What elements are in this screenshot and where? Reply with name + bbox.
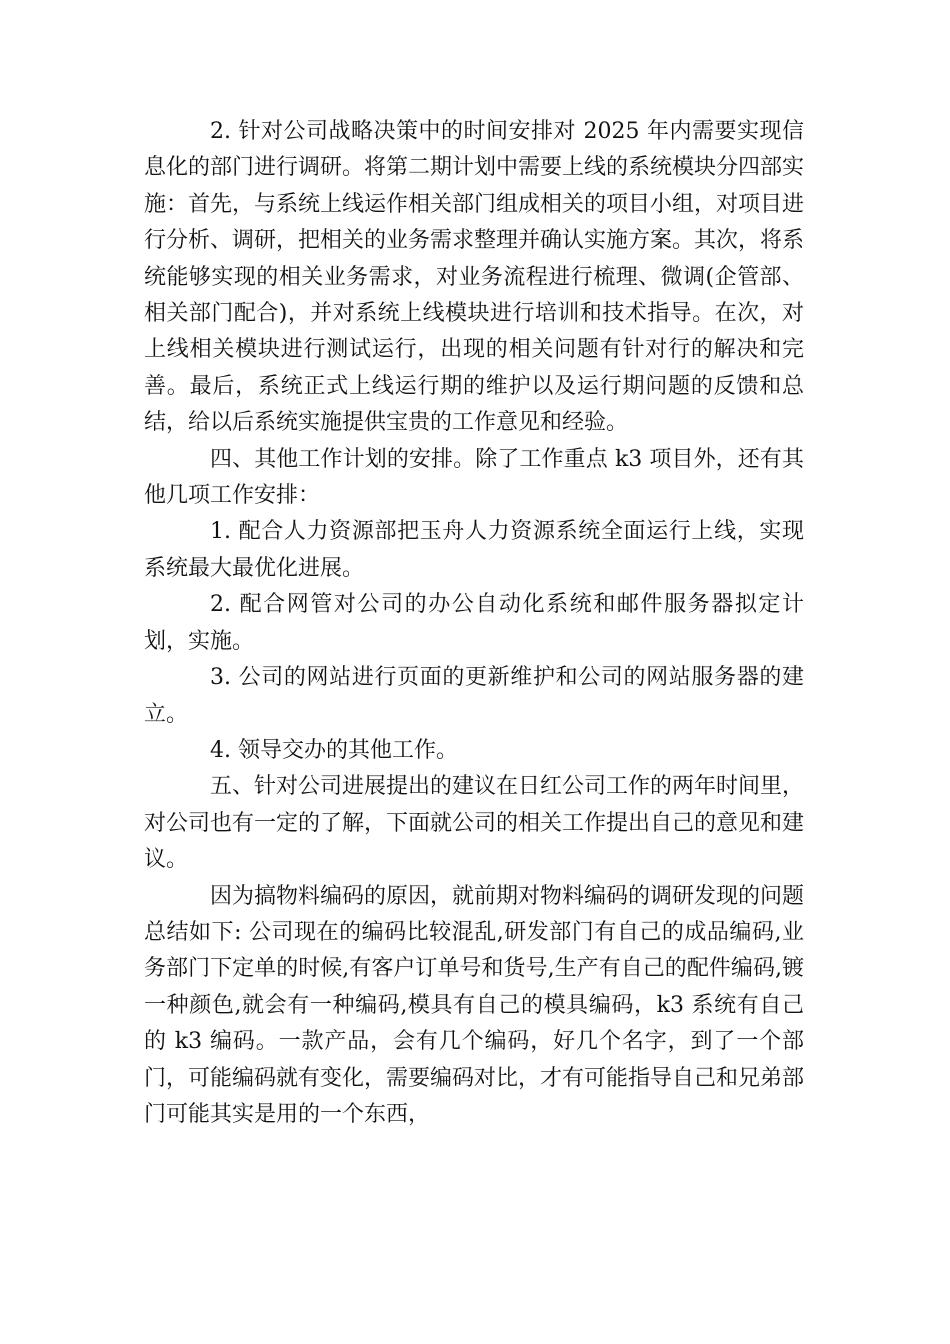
paragraph-k3-second-phase: 2. 针对公司战略决策中的时间安排对 2025 年内需要实现信息化的部门进行调研。将第二期计划中需要上线的系统模块分四部实施：首先，与系统上线运作相关部门组成相关的项目小组，对项目进行分析、调研，把相关的业务需求整理并确认实施方案。其次，将系统能够实现的相关业务需求，对业务流程进行梳理、微调(企管部、相关部门配合)，并对系统上线模块进行培训和技术指导。在次，对上线相关模块进行测试运行，出现的相关问题有针对行的解决和完善。最后，系统正式上线运行期的维护以及运行期问题的反馈和总结，给以后系统实施提供宝贵的工作意见和经验。 [144, 119, 805, 436]
paragraph-material-coding: 因为搞物料编码的原因，就前期对物料编码的调研发现的问题总结如下: 公司现在的编码比较混乱,研发部门有自己的成品编码,业务部门下定单的时候,有客户订单号和货号,生产有自己的配件编码,镀一种颜色,就会有一种编码,模具有自己的模具编码，k3 系统有自己的 k3 编码。一款产品，会有几个编码，好几个名字，到了一个部门，可能编码就有变化，需要编码对比，才有可能指导自己和兄弟部门可能其实是用的一个东西， [144, 883, 805, 1127]
paragraph-office-automation: 2. 配合网管对公司的办公自动化系统和邮件服务器拟定计划，实施。 [144, 592, 804, 654]
paragraph-hr-system: 1. 配合人力资源部把玉舟人力资源系统全面运行上线，实现系统最大最优化进展。 [144, 519, 804, 581]
paragraph-other-work-plan: 四、其他工作计划的安排。除了工作重点 k3 项目外，还有其他几项工作安排： [144, 446, 804, 509]
document-body [144, 114, 804, 1133]
paragraph-leader-tasks: 4. 领导交办的其他工作。 [210, 737, 458, 763]
paragraph-suggestions: 五、针对公司进展提出的建议在日红公司工作的两年时间里，对公司也有一定的了解，下面就公司的相关工作提出自己的意见和建议。 [144, 774, 805, 873]
paragraph-website: 3. 公司的网站进行页面的更新维护和公司的网站服务器的建立。 [144, 665, 804, 727]
document-page [144, 0, 804, 1344]
